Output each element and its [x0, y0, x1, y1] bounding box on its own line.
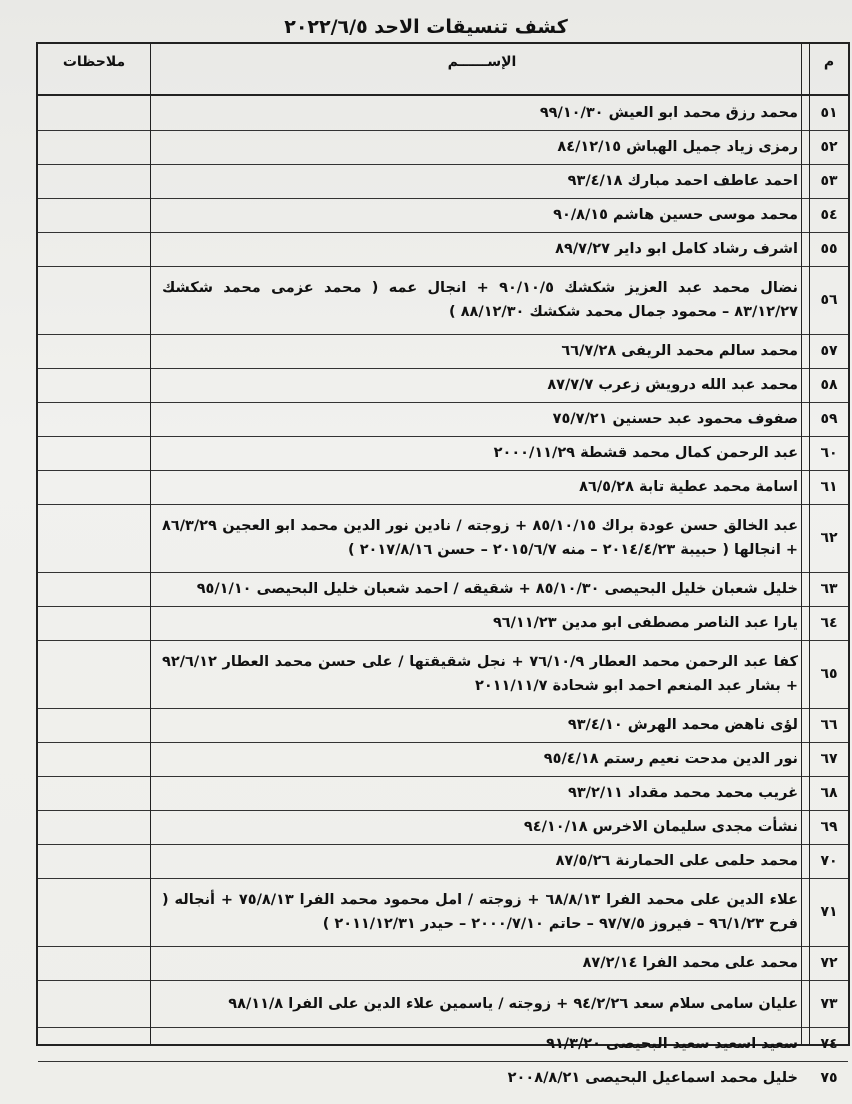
table-row [38, 334, 848, 369]
row-name: رمزى زياد جميل الهباش ٨٤/١٢/١٥ [557, 139, 798, 155]
row-notes [38, 130, 150, 164]
row-name: محمد موسى حسين هاشم ٩٠/٨/١٥ [553, 207, 798, 223]
row-name: نور الدين مدحت نعيم رستم ٩٥/٤/١٨ [543, 751, 798, 767]
row-name: محمد حلمى على الحمارنة ٨٧/٥/٢٦ [555, 853, 798, 869]
row-number: ٧١ [820, 904, 838, 920]
row-number: ٥٥ [820, 241, 838, 257]
column-divider [801, 44, 802, 1044]
row-name: عليان سامى سلام سعد ٩٤/٢/٢٦ + زوجته / ياسمين علاء الدين على الفرا ٩٨/١١/٨ [228, 995, 798, 1012]
row-number: ٥٢ [820, 139, 838, 155]
table-row [38, 606, 848, 641]
row-name: محمد على محمد الفرا ٨٧/٢/١٤ [582, 955, 798, 971]
row-name: عبد الرحمن كمال محمد قشطة ٢٠٠٠/١١/٢٩ [493, 445, 798, 461]
row-number: ٧٤ [820, 1036, 838, 1052]
table-header [38, 44, 848, 96]
names-table [36, 42, 850, 1086]
row-number: ٥٧ [820, 343, 838, 359]
row-notes [38, 436, 150, 470]
row-notes [38, 232, 150, 266]
row-name: اسامة محمد عطية تابة ٨٦/٥/٢٨ [579, 479, 798, 495]
row-name: نضال محمد عبد العزيز شكشك ٩٠/١٠/٥ + انجال عمه ( محمد عزمى محمد شكشك ٨٣/١٢/٢٧ – محمود جمال محمد شكشك ٨٨/١٢/٣٠ ) [162, 280, 798, 320]
row-notes [38, 96, 150, 130]
column-divider [150, 44, 151, 1044]
table-row [38, 266, 848, 335]
row-number: ٥٩ [820, 411, 838, 427]
row-number: ٦٣ [820, 581, 838, 597]
row-number: ٦٥ [820, 666, 838, 682]
document-title: كشف تنسيقات الاحد ٢٠٢٢/٦/٥ [284, 16, 568, 38]
table-row [38, 232, 848, 267]
row-number: ٥١ [820, 105, 838, 121]
row-name: محمد عبد الله درويش زعرب ٨٧/٧/٧ [547, 377, 798, 393]
row-name: محمد سالم محمد الريفى ٦٦/٧/٢٨ [561, 343, 798, 359]
row-name: غريب محمد محمد مقداد ٩٣/٢/١١ [567, 785, 798, 801]
table-row [38, 708, 848, 743]
row-name: نشأت مجدى سليمان الاخرس ٩٤/١٠/١٨ [523, 819, 798, 835]
table-row [38, 572, 848, 607]
row-number: ٦٢ [820, 530, 838, 546]
row-name: محمد رزق محمد ابو العيش ٩٩/١٠/٣٠ [539, 105, 798, 121]
table-row [38, 368, 848, 403]
row-name: لؤى ناهض محمد الهرش ٩٣/٤/١٠ [567, 717, 798, 733]
row-name: يارا عبد الناصر مصطفى ابو مدين ٩٦/١١/٢٣ [492, 615, 798, 631]
row-name: خليل شعبان خليل البحيصى ٨٥/١٠/٣٠ + شقيقه / احمد شعبان خليل البحيصى ٩٥/١/١٠ [196, 581, 798, 597]
row-notes [38, 1027, 150, 1061]
row-notes [38, 266, 150, 334]
row-name: كفا عبد الرحمن محمد العطار ٧٦/١٠/٩ + نجل شقيقتها / على حسن محمد العطار ٩٢/٦/١٢ + بشار عبد المنعم احمد ابو شحادة ٢٠١١/١١/٧ [162, 654, 798, 694]
row-number: ٥٦ [820, 292, 838, 308]
row-notes [38, 334, 150, 368]
row-notes [38, 708, 150, 742]
row-number: ٦٨ [820, 785, 838, 801]
row-notes [38, 470, 150, 504]
header-name: الإســــــم [447, 54, 517, 70]
table-row [38, 164, 848, 199]
table-row [38, 470, 848, 505]
row-name: احمد عاطف احمد مبارك ٩٣/٤/١٨ [567, 173, 798, 189]
row-number: ٥٤ [820, 207, 838, 223]
row-number: ٦١ [820, 479, 838, 495]
row-number: ٦٦ [820, 717, 838, 733]
table-row [38, 1061, 848, 1095]
row-notes [38, 504, 150, 572]
row-notes [38, 878, 150, 946]
row-name: اشرف رشاد كامل ابو داير ٨٩/٧/٢٧ [555, 241, 798, 257]
row-number: ٦٩ [820, 819, 838, 835]
table-row [38, 402, 848, 437]
table-row [38, 130, 848, 165]
table-row [38, 878, 848, 947]
row-notes [38, 164, 150, 198]
table-row [38, 1027, 848, 1062]
row-number: ٧٣ [820, 995, 838, 1012]
row-name: خليل محمد اسماعيل البحيصى ٢٠٠٨/٨/٢١ [507, 1070, 798, 1086]
header-notes: ملاحظات [62, 54, 126, 70]
row-number: ٧٠ [820, 853, 838, 869]
row-notes [38, 198, 150, 232]
row-name: علاء الدين على محمد الفرا ٦٨/٨/١٣ + زوجته / امل محمود محمد الفرا ٧٥/٨/١٣ + أنجاله ( فرح ٩٦/١/٢٣ – فيروز ٩٧/٧/٥ – حاتم ٢٠٠٠/٧/١٠ – حيدر ٢٠١١/١٢/٣١ ) [162, 892, 799, 932]
table-row [38, 742, 848, 777]
row-notes [38, 402, 150, 436]
table-row [38, 640, 848, 709]
row-number: ٧٢ [820, 955, 838, 971]
row-number: ٧٥ [820, 1070, 838, 1086]
row-notes [38, 980, 150, 1027]
row-number: ٦٤ [820, 615, 838, 631]
table-row [38, 96, 848, 131]
row-notes [38, 606, 150, 640]
row-number: ٦٠ [820, 445, 838, 461]
header-number: م [823, 54, 835, 70]
row-name: عبد الخالق حسن عودة براك ٨٥/١٠/١٥ + زوجته / نادين نور الدين محمد ابو العجين ٨٦/٣/٢٩ + انجالها ( حبيبة ٢٠١٤/٤/٢٣ – منه ٢٠١٥/٦/٧ – حسن ٢٠١٧/٨/١٦ ) [162, 518, 798, 558]
row-notes [38, 844, 150, 878]
row-number: ٥٣ [820, 173, 838, 189]
table-row [38, 844, 848, 879]
row-notes [38, 742, 150, 776]
table-row [38, 198, 848, 233]
table-row [38, 504, 848, 573]
table-row [38, 436, 848, 471]
table-row [38, 980, 848, 1028]
row-name: صفوف محمود عبد حسنين ٧٥/٧/٢١ [552, 411, 798, 427]
row-notes [38, 368, 150, 402]
table-row [38, 810, 848, 845]
table-row [38, 946, 848, 981]
row-notes [38, 640, 150, 708]
column-divider [809, 44, 810, 1044]
row-notes [38, 946, 150, 980]
table-row [38, 776, 848, 811]
row-notes [38, 776, 150, 810]
row-name: سعيد اسعيد سعيد البحيصى ٩١/٣/٢٠ [546, 1036, 798, 1052]
row-number: ٥٨ [820, 377, 838, 393]
row-notes [38, 810, 150, 844]
row-notes [38, 572, 150, 606]
row-number: ٦٧ [820, 751, 838, 767]
row-notes [38, 1061, 150, 1095]
